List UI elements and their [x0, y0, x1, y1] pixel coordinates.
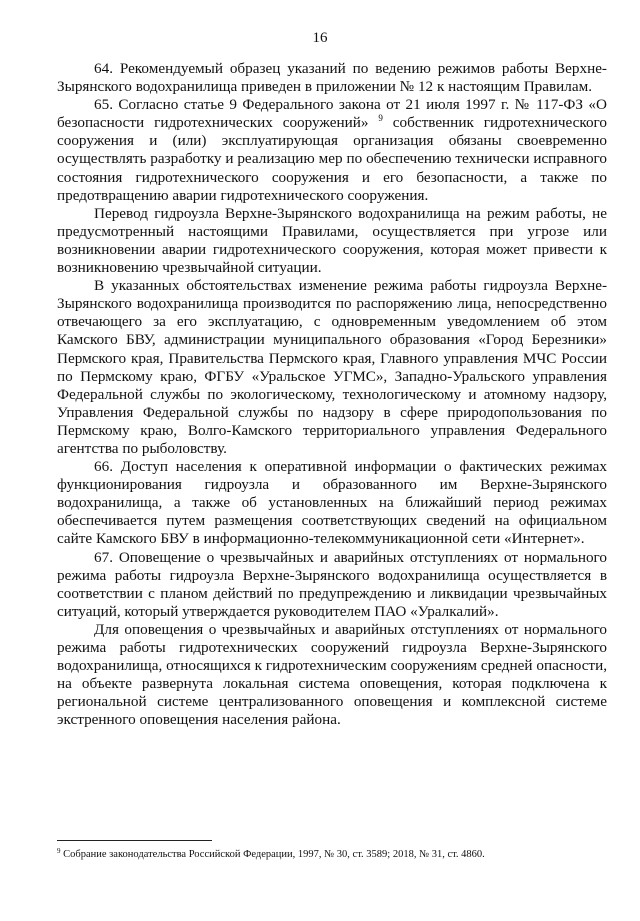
- paragraph-64: 64. Рекомендуемый образец указаний по ведению режимов работы Верхне-Зырянского водохранилища приведен в приложении № 12 к настоящим Правилам.: [57, 60, 607, 96]
- footnote-marker: 9: [57, 847, 61, 855]
- paragraph-65: [57, 96, 607, 205]
- footnote-ref[interactable]: 9: [378, 113, 383, 124]
- footnote-divider: [57, 840, 212, 841]
- page-number: 16: [312, 30, 328, 46]
- paragraph-transfer: Перевод гидроузла Верхне-Зырянского водохранилища на режим работы, не предусмотренный настоящими Правилами, осуществляется при угрозе или возникновении аварии гидротехнического сооружения, которая может привести к возникновению чрезвычайной ситуации.: [57, 204, 607, 277]
- paragraph-circumstances: В указанных обстоятельствах изменение режима работы гидроузла Верхне-Зырянского водохранилища производится по распоряжению лица, непосредственно отвечающего за его эксплуатацию, с одновременным уведомлением об этом Камского БВУ, администрации муниципального образования «Город Березники» Пермского края, Правительства Пермского края, Главного управления МЧС России по Пермскому краю, ФГБУ «Уральское УГМС», Западно-Уральского управления Федеральной службы по экологическому, технологическому и атомному надзору, Управления Федеральной службы по надзору в сфере природопользования по Пермскому краю, Волго-Камского территориального управления Федерального агентства по рыболовству.: [57, 277, 607, 457]
- paragraph-65-text: 65. Согласно статье 9 Федерального закона от 21 июля 1997 г. № 117-ФЗ «О безопасности гидротехнических сооружений»: [57, 96, 607, 132]
- paragraph-notification: Для оповещения о чрезвычайных и аварийных отступлениях от нормального режима работы гидротехнических сооружений гидроузла Верхне-Зырянского водохранилища, относящихся к гидротехническим сооружениям средней опасности, на объекте развернута локальная система оповещения, которая подключена к региональной системе централизованного оповещения и комплексной системе экстренного оповещения населения района.: [57, 620, 607, 729]
- paragraph-65-continued: собственник гидротехнического сооружения и (или) эксплуатирующая организация обязаны своевременно осуществлять разработку и реализацию мер по обеспечению технически исправного состояния гидротехнического сооружения и его безопасности, а также по предотвращению аварии гидротехнического сооружения.: [57, 114, 607, 204]
- footnote: [57, 848, 617, 861]
- document-body: [57, 60, 607, 729]
- footnote-text: Собрание законодательства Российской Федерации, 1997, № 30, ст. 3589; 2018, № 31, ст. 4860.: [63, 849, 485, 860]
- paragraph-67: 67. Оповещение о чрезвычайных и аварийных отступлениях от нормального режима работы гидроузла Верхне-Зырянского водохранилища осуществляется в соответствии с планом действий по предупреждению и ликвидации чрезвычайных ситуаций, который утверждается руководителем ПАО «Уралкалий».: [57, 548, 607, 620]
- paragraph-66: 66. Доступ населения к оперативной информации о фактических режимах функционирования гидроузла и образованного им Верхне-Зырянского водохранилища, а также об установленных на ближайший период режимах обеспечивается путем размещения соответствующих сведений на официальном сайте Камского БВУ в информационно-телекоммуникационной сети «Интернет».: [57, 458, 607, 548]
